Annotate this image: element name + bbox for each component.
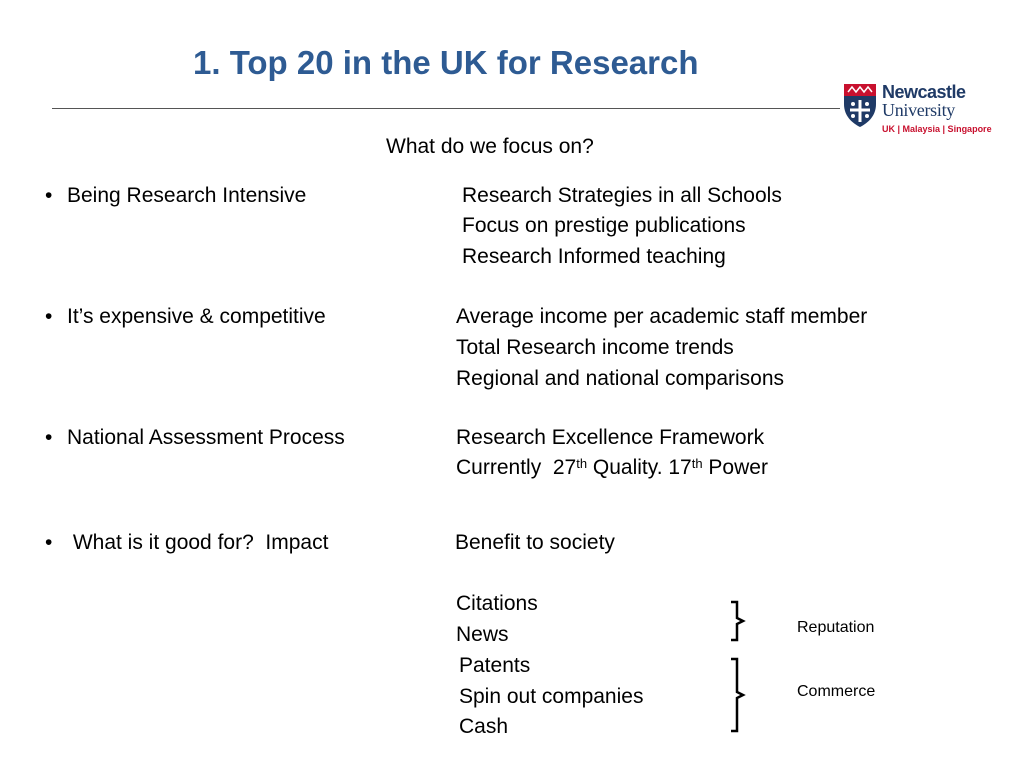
bullet-impact: What is it good for? Impact xyxy=(67,531,329,554)
current-ranking-line xyxy=(456,456,768,480)
bullet-expensive-competitive: It’s expensive & competitive xyxy=(67,305,326,328)
commerce-brace xyxy=(728,657,750,733)
bullet-being-research-intensive: Being Research Intensive xyxy=(67,184,307,207)
impact-item: News xyxy=(456,623,509,646)
logo-name-line2: University xyxy=(882,100,955,120)
detail-line: Benefit to society xyxy=(455,531,615,554)
commerce-label: Commerce xyxy=(797,683,876,700)
detail-line: Focus on prestige publications xyxy=(462,214,746,237)
bullet-dot: • xyxy=(45,531,53,554)
ranking-suffix: Power xyxy=(702,456,768,479)
detail-line: Research Excellence Framework xyxy=(456,426,765,449)
bullet-dot: • xyxy=(45,426,53,449)
impact-item: Patents xyxy=(459,654,531,677)
ranking-superscript: th xyxy=(691,456,703,471)
bullet-dot: • xyxy=(45,305,53,328)
ranking-superscript: th xyxy=(576,456,588,471)
logo-tagline: UK | Malaysia | Singapore xyxy=(882,124,992,134)
detail-line: Research Strategies in all Schools xyxy=(462,184,782,207)
bullet-national-assessment: National Assessment Process xyxy=(67,426,345,449)
reputation-label: Reputation xyxy=(797,619,875,636)
ranking-middle: Quality. 17 xyxy=(587,456,692,479)
detail-line: Research Informed teaching xyxy=(462,245,726,268)
slide-subtitle: What do we focus on? xyxy=(386,135,594,158)
detail-line: Average income per academic staff member xyxy=(456,305,868,328)
impact-item: Cash xyxy=(459,715,509,738)
slide-title: 1. Top 20 in the UK for Research xyxy=(193,44,699,81)
title-divider xyxy=(52,108,840,109)
detail-line: Regional and national comparisons xyxy=(456,367,785,390)
newcastle-university-logo xyxy=(842,82,992,142)
detail-line: Total Research income trends xyxy=(456,336,734,359)
logo-name-line1: Newcastle xyxy=(882,82,966,102)
ranking-prefix: Currently 27 xyxy=(456,456,577,479)
bullet-dot: • xyxy=(45,184,53,207)
reputation-brace xyxy=(728,600,750,642)
impact-item: Spin out companies xyxy=(459,685,644,708)
university-crest-icon xyxy=(842,82,878,128)
impact-item: Citations xyxy=(456,592,538,615)
